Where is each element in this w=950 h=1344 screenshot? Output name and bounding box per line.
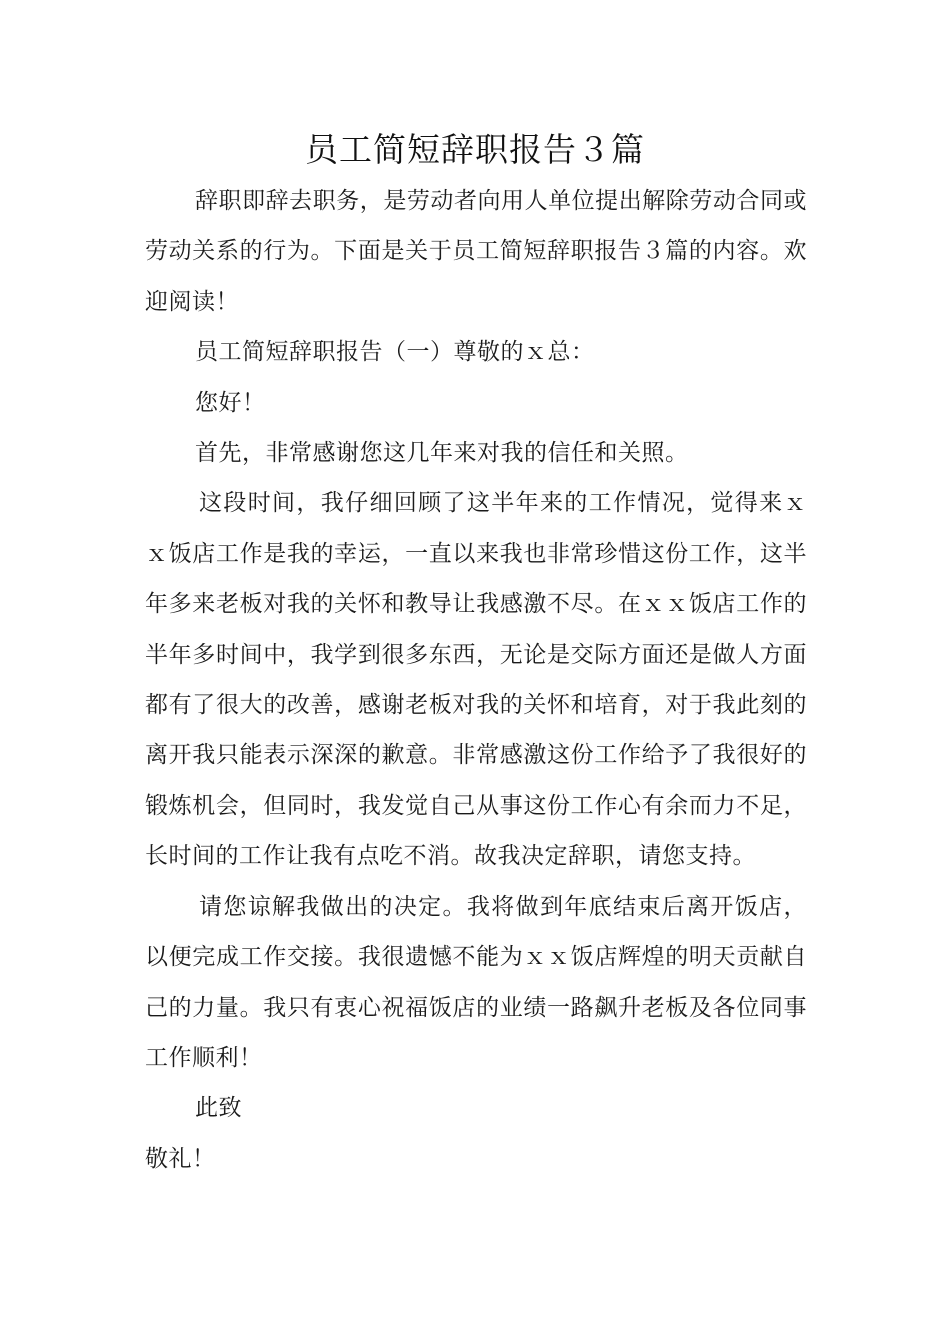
thanks-paragraph: 首先，非常感谢您这几年来对我的信任和关照。 [195, 440, 689, 467]
document-body [145, 176, 807, 1184]
greeting: 您好！ [195, 389, 266, 416]
closing-paragraph: 请您谅解我做出的决定。我将做到年底结束后离开饭店，以便完成工作交接。我很遗憾不能为ｘｘ饭店辉煌的明天贡献自己的力量。我只有衷心祝福饭店的业绩一路飙升老板及各位同事工作顺利！ [145, 893, 807, 1071]
salutation-cizhi: 此致 [195, 1095, 242, 1122]
intro-paragraph: 辞职即辞去职务，是劳动者向用人单位提出解除劳动合同或劳动关系的行为。下面是关于员工简短辞职报告３篇的内容。欢迎阅读！ [145, 188, 807, 315]
document-title: 员工简短辞职报告３篇 [305, 130, 645, 169]
body-paragraph: 这段时间，我仔细回顾了这半年来的工作情况，觉得来ｘｘ饭店工作是我的幸运，一直以来我也非常珍惜这份工作，这半年多来老板对我的关怀和教导让我感激不尽。在ｘｘ饭店工作的半年多时间中，我学到很多东西，无论是交际方面还是做人方面都有了很大的改善，感谢老板对我的关怀和培育，对于我此刻的离开我只能表示深深的歉意。非常感激这份工作给予了我很好的锻炼机会，但同时，我发觉自己从事这份工作心有余而力不足，长时间的工作让我有点吃不消。故我决定辞职，请您支持。 [145, 490, 807, 870]
letter-heading: 员工简短辞职报告（一）尊敬的ｘ总： [195, 339, 595, 366]
salutation-jingli: 敬礼！ [145, 1145, 216, 1172]
